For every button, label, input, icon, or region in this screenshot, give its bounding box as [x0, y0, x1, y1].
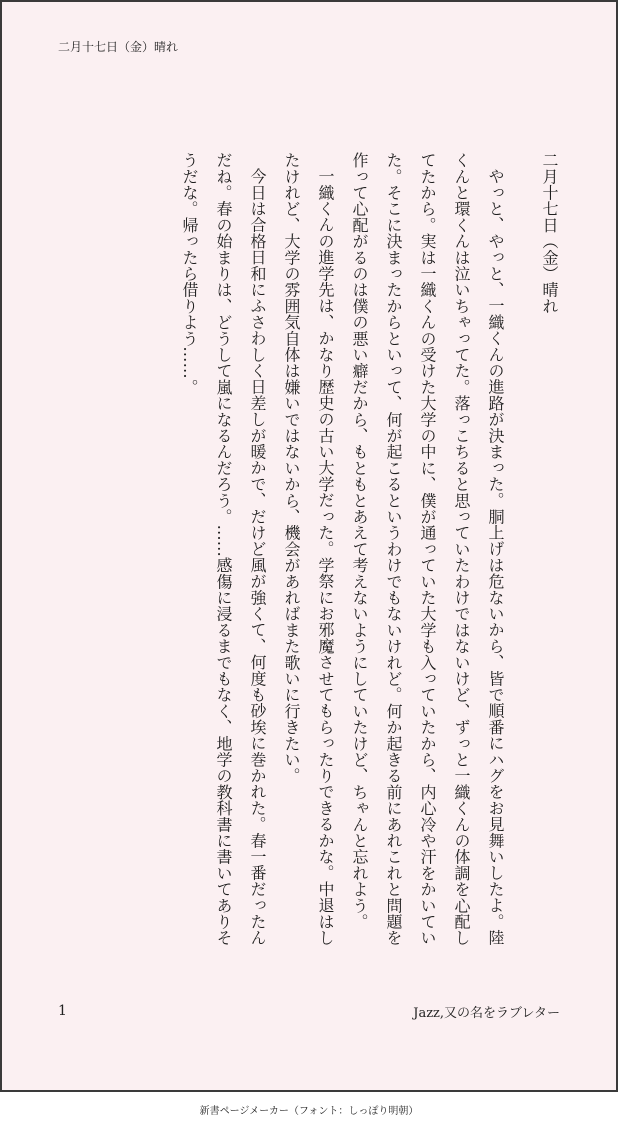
generator-credit: 新書ページメーカー（フォント：しっぽり明朝）: [199, 1106, 419, 1117]
body-text: [66, 152, 566, 952]
book-title: Jazz,又の名をラブレター: [413, 1006, 560, 1021]
paragraph: 一織くんの進学先は、かなり歴史の古い大学だった。学祭にお邪魔させてもらったりできるかな。中退はしたけれど、大学の雰囲気自体は嫌いではないから、機会があればまた歌いに行きたい。: [282, 152, 335, 946]
paragraph: やっと、やっと、一織くんの進路が決まった。胴上げは危ないから、皆で順番にハグをお見舞いしたよ。陸くんと環くんは泣いちゃってた。落っこちると思っていたわけではないけど、ずっと一織くんの体調を心配してたから。実は一織くんの受けた大学の中に、僕が通っていた大学も入っていたから、内心冷や汗をかいていた。そこに決まったからといって、何が起こるというわけでもないけれど。何か起きる前にあれこれと問題を作って心配がるのは僕の悪い癖だから、もともとあえて考えないようにしていたけど、ちゃんと忘れよう。: [350, 152, 505, 946]
running-header: 二月十七日（金）晴れ: [58, 40, 179, 54]
paragraph: 今日は合格日和にふさわしく日差しが暖かで、だけど風が強くて、何度も砂埃に巻かれた。春一番だったんだね。春の始まりは、どうして嵐になるんだろう。……感傷に浸るまでもなく、地学の教科書に書いてありそうだな。帰ったら借りよう……。: [180, 152, 267, 946]
chapter-title: 二月十七日（金）晴れ: [540, 152, 559, 314]
page-number: 1: [58, 1003, 67, 1019]
